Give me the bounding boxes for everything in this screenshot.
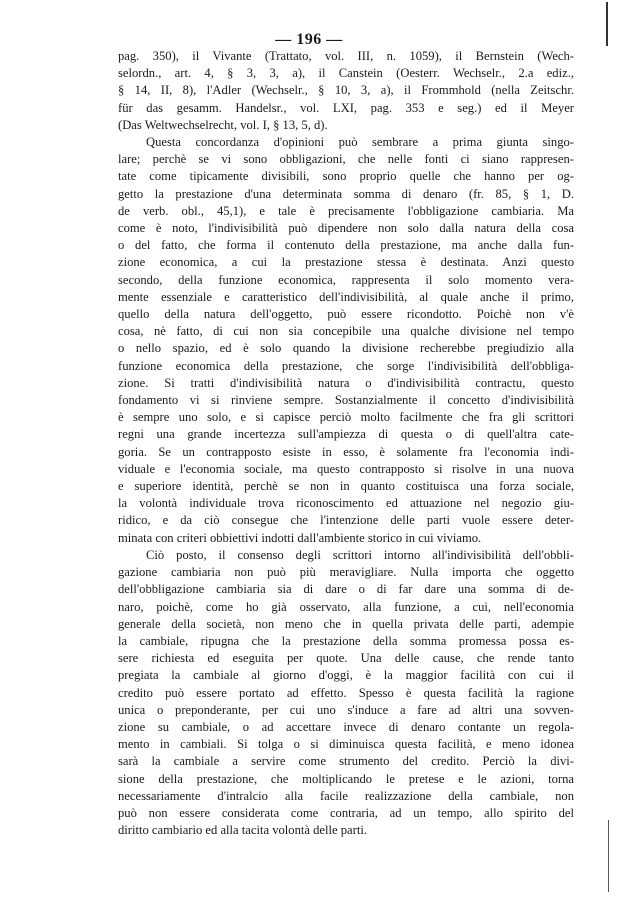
text-line: selordn., art. 4, § 3, 3, a), il Canstein (Oesterr. Wechselr., 2.a ediz.,	[118, 66, 574, 81]
text-line: mento in cambiali. Si tolga o si diminuisca questa facilità, e meno idonea	[118, 737, 574, 752]
text-line: gazione cambiaria non può più meravigliare. Nulla importa che oggetto	[118, 565, 574, 580]
text-line: de verb. obl., 45,1), e tale è precisamente l'obbligazione cambiaria. Ma	[118, 203, 574, 218]
text-line: fondamento vi si rinviene sempre. Sostanzialmente il concetto d'indivisibilità	[118, 393, 574, 408]
text-line: può non essere considerata come contraria, ad un tempo, allo spirito del	[118, 805, 574, 820]
text-line: è sempre uno solo, e si capisce perciò molto facilmente che fra gli scrittori	[118, 410, 574, 425]
text-line: e superiore identità, perchè se non in quanto costituisca una forza sociale,	[118, 479, 574, 494]
paragraph-2	[118, 134, 574, 547]
text-line: Questa concordanza d'opinioni può sembrare a prima giunta singo-	[146, 135, 574, 150]
text-line: o del fatto, che forma il contenuto della prestazione, ma anche dalla fun-	[118, 238, 574, 253]
text-line: quello della natura dell'oggetto, può essere ricondotto. Poichè non v'è	[118, 307, 574, 322]
text-line: tate come tipicamente divisibili, sono proprio quelle che hanno per og-	[118, 169, 574, 184]
text-line: o nello spazio, ed è solo quando la divisione recherebbe pregiudizio alla	[118, 341, 574, 356]
text-line: Ciò posto, il consenso degli scrittori intorno all'indivisibilità dell'obbli-	[146, 547, 574, 562]
text-line: für das gesamm. Handelsr., vol. LXI, pag. 353 e seg.) ed il Meyer	[118, 100, 574, 115]
text-line: regni una grande incertezza sull'ampiezza di questa o di quell'altra cate-	[118, 427, 574, 442]
text-line: getto la prestazione d'una determinata somma di denaro (fr. 85, § 1, D.	[118, 186, 574, 201]
text-line: pag. 350), il Vivante (Trattato, vol. III, n. 1059), il Bernstein (Wech-	[118, 49, 574, 63]
text-line: diritto cambiario ed alla tacita volontà delle parti.	[118, 823, 367, 838]
text-line: mente essenziale e caratteristico dell'indivisibilità, al quale anche il primo,	[118, 289, 574, 304]
text-line: naro, poichè, come ho già osservato, alla funzione, a cui, nell'economia	[118, 599, 574, 614]
text-line: necessariamente d'intralcio alla facile realizzazione della cambiale, non	[118, 788, 574, 803]
text-line: § 14, II, 8), l'Adler (Wechselr., § 10, 3, a), il Frommhold (nella Zeitschr.	[118, 83, 574, 98]
body-text	[118, 48, 574, 839]
text-line: cosa, nè fatto, di cui non sia concepibile una qualche divisione nel tempo	[118, 324, 574, 339]
text-line: sione della prestazione, che moltiplicando le pretese e le azioni, torna	[118, 771, 574, 786]
text-line: la cambiale, ripugna che la prestazione della somma promessa possa es-	[118, 633, 574, 648]
paragraph-1	[118, 48, 574, 134]
text-line: zione su cambiale, o ad accettare invece di denaro contante un regola-	[118, 719, 574, 734]
scan-edge-line-bottom	[608, 820, 609, 892]
text-line: viduale e l'economia sociale, ma questo contrapposto si risolve in una nuova	[118, 461, 574, 476]
text-line: sere richiesta ed eseguita per quote. Una delle cause, che rende tanto	[118, 651, 574, 666]
text-line: funzione economica della prestazione, che sorge l'indivisibilità dell'obbliga-	[118, 358, 574, 373]
text-line: sarà la cambiale a servire come strumento del credito. Perciò la divi-	[118, 754, 574, 769]
text-line: unica o preponderante, per cui uno s'induce a fare ad altri una sovven-	[118, 702, 574, 717]
text-line: zione. Si tratti d'indivisibilità natura o d'indivisibilità contractu, questo	[118, 375, 574, 390]
text-line: zione economica, a cui la prestazione stessa è destinata. Anzi questo	[118, 255, 574, 270]
page-number: — 196 —	[275, 31, 343, 48]
paragraph-3	[118, 547, 574, 839]
text-line: ridico, e da ciò consegue che l'intenzione delle parti vuole essere deter-	[118, 513, 574, 528]
text-line: dell'obbligazione cambiaria sia di dare o di far dare una somma di de-	[118, 582, 574, 597]
text-line: credito può essere portato ad effetto. Spesso è questa facilità la ragione	[118, 685, 574, 700]
text-line: minata con criteri obbiettivi indotti dall'ambiente storico in cui viviamo.	[118, 530, 482, 545]
text-line: goria. Se un contrapposto esiste in esso, è solamente fra l'economia indi-	[118, 444, 574, 459]
text-line: generale della società, non meno che in quella privata delle parti, adempie	[118, 616, 574, 631]
text-line: (Das Weltwechselrecht, vol. I, § 13, 5, d).	[118, 117, 328, 132]
text-line: lare; perchè se vi sono obbligazioni, che nelle fonti ci siano rappresen-	[118, 152, 574, 167]
text-line: come è noto, l'indivisibilità può dipendere non solo dalla natura della cosa	[118, 221, 574, 236]
text-line: pregiata la cambiale al giorno d'oggi, è la maggior facilità con cui il	[118, 668, 574, 683]
text-line: secondo, della funzione economica, rappresenta il solo momento vera-	[118, 272, 574, 287]
text-line: la volontà individuale trova riconoscimento ed attuazione nel negozio giu-	[118, 496, 574, 511]
